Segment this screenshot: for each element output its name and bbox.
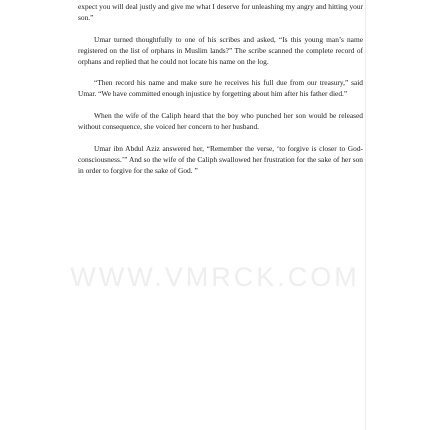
body-text [78, 0, 363, 187]
paragraph-4: When the wife of the Caliph heard that the boy who punched her son would be released without consequence, she voiced her concern to her husband. [78, 111, 363, 131]
paragraph-1: expect you will deal justly and give me what I deserve for unleashing my angry and hitting your son.” [78, 2, 363, 22]
paragraph-5: Umar ibn Abdul Aziz answered her, “Remember the verse, ‘to forgive is closer to God-consciousness.’” And so the wife of the Caliph swallowed her frustration for the sake of her son in order to forgive for the sake of God. ” [78, 143, 363, 175]
page-edge-line [365, 0, 366, 430]
paragraph-3: “Then record his name and make sure he receives his full due from our treasury,” said Umar. “We have committed enough injustice by forgetting about him after his father died.” [78, 78, 363, 99]
watermark: WWW.VMRCK.COM [70, 262, 360, 292]
paragraph-2: Umar turned thoughtfully to one of his scribes and asked, “Is this young man’s name registered on the list of orphans in Muslim lands?” The scribe scanned the complete record of orphans and replied that he could not locate his name on the log. [78, 34, 363, 66]
